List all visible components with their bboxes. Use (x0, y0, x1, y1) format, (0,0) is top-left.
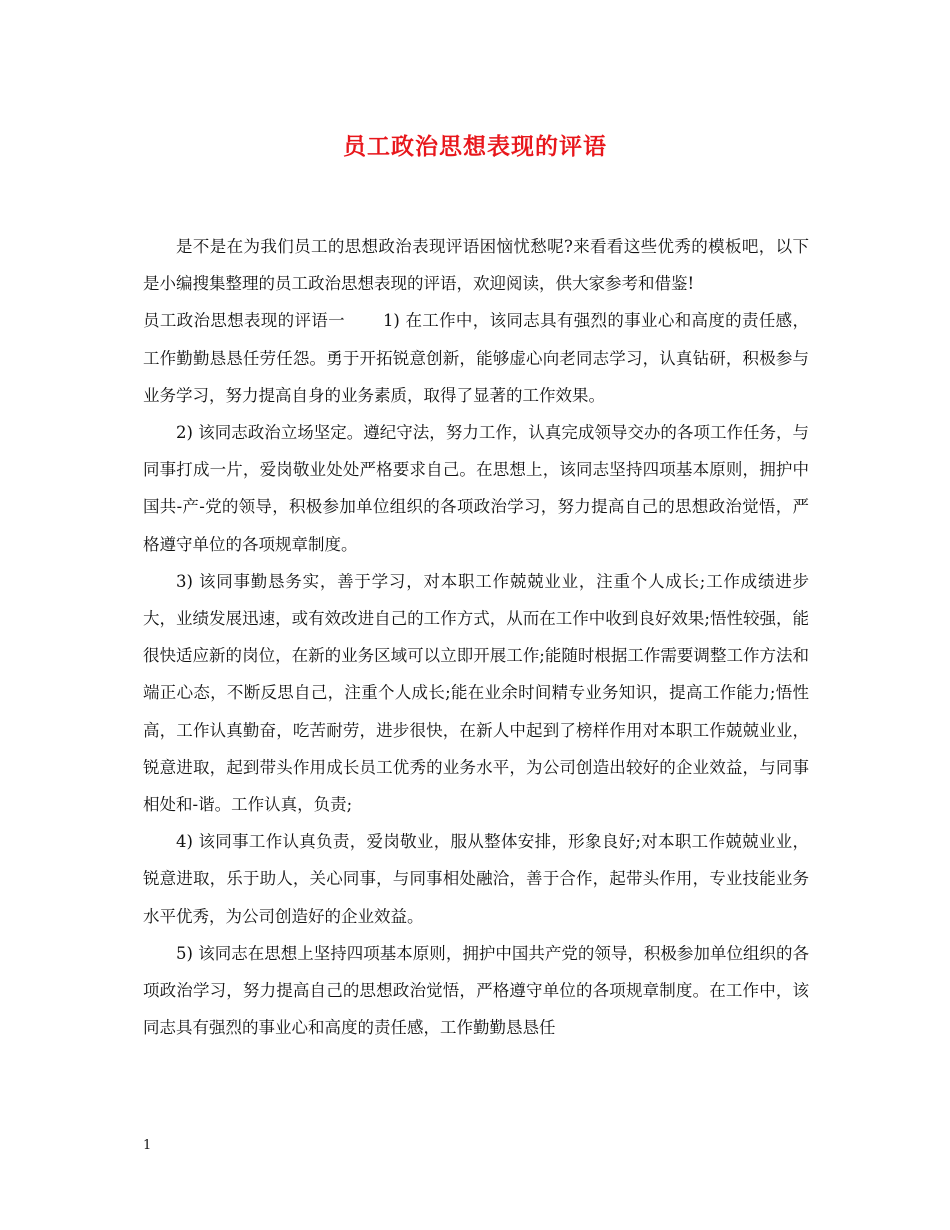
document-title: 员工政治思想表现的评语 (343, 133, 607, 160)
page-number: 1 (143, 1138, 152, 1153)
comment-item-3: 3) 该同事勤恳务实，善于学习，对本职工作兢兢业业，注重个人成长;工作成绩进步大，业绩发展迅速，或有效改进自己的工作方式，从而在工作中收到良好效果;悟性较强，能很快适应新的岗位，在新的业务区域可以立即开展工作;能随时根据工作需要调整工作方法和端正心态，不断反思自己，注重个人成长;能在业余时间精专业务知识，提高工作能力;悟性高，工作认真勤奋，吃苦耐劳，进步很快，在新人中起到了榜样作用对本职工作兢兢业业，锐意进取，起到带头作用成长员工优秀的业务水平，为公司创造出较好的企业效益，与同事相处和-谐。工作认真，负责; (143, 571, 809, 815)
comment-item-5: 5) 该同志在思想上坚持四项基本原则，拥护中国共产党的领导，积极参加单位组织的各项政治学习，努力提高自己的思想政治觉悟，严格遵守单位的各项规章制度。在工作中，该同志具有强烈的事业心和高度的责任感，工作勤勤恳恳任 (143, 943, 809, 1038)
intro-paragraph: 是不是在为我们员工的思想政治表现评语困恼忧愁呢?来看看这些优秀的模板吧，以下是小编搜集整理的员工政治思想表现的评语，欢迎阅读，供大家参考和借鉴! (143, 237, 809, 294)
comment-item-4: 4) 该同事工作认真负责，爱岗敬业，服从整体安排，形象良好;对本职工作兢兢业业，锐意进取，乐于助人，关心同事，与同事相处融洽，善于合作，起带头作用，专业技能业务水平优秀，为公司创造好的企业效益。 (143, 832, 809, 926)
section-heading: 员工政治思想表现的评语一 (143, 311, 345, 331)
section-one-paragraph (143, 302, 809, 414)
comment-item-2: 2) 该同志政治立场坚定。遵纪守法，努力工作，认真完成领导交办的各项工作任务，与同事打成一片，爱岗敬业处处严格要求自己。在思想上，该同志坚持四项基本原则，拥护中国共-产-党的领导，积极参加单位组织的各项政治学习，努力提高自己的思想政治觉悟，严格遵守单位的各项规章制度。 (143, 423, 809, 554)
document-body (143, 228, 809, 1046)
comment-item-1: 1) 在工作中，该同志具有强烈的事业心和高度的责任感，工作勤勤恳恳任劳任怨。勇于开拓锐意创新，能够虚心向老同志学习，认真钻研，积极参与业务学习，努力提高自身的业务素质，取得了显著的工作效果。 (143, 311, 809, 405)
